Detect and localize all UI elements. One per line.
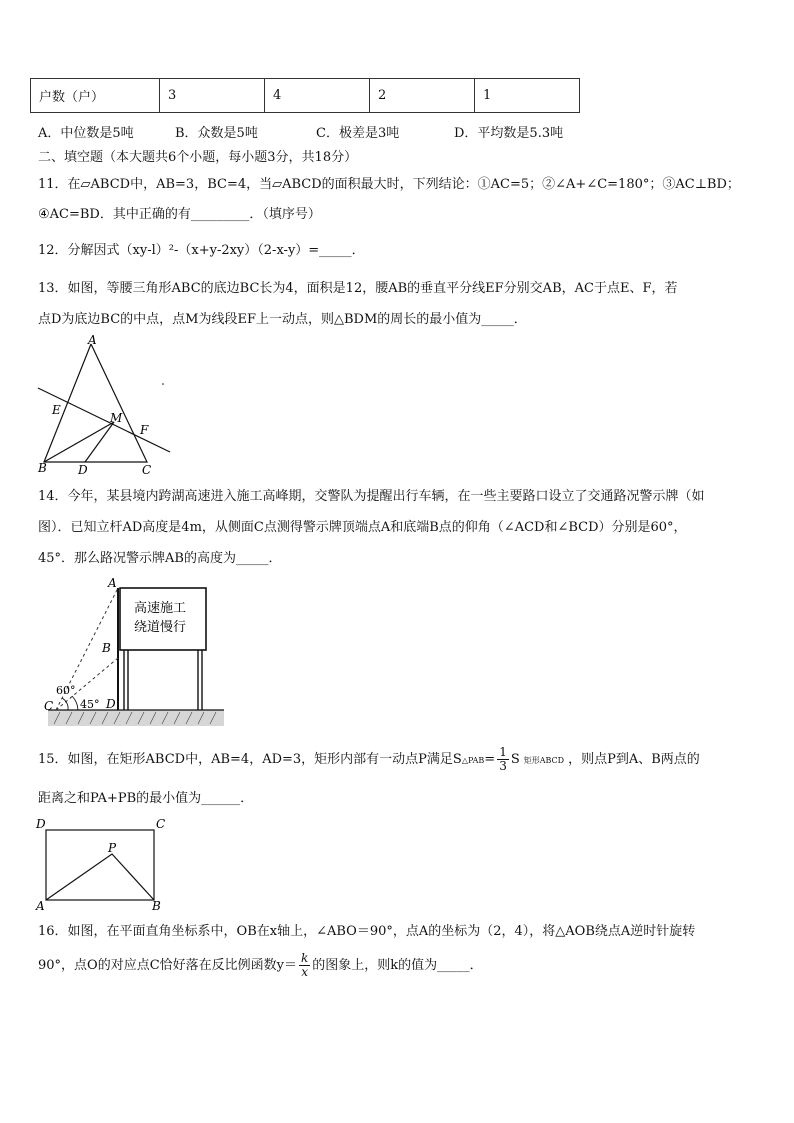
q12-text: 12．分解因式（xy-l）²-（x+y-2xy）（2-x-y）=_____． xyxy=(38,243,365,258)
option-b: B．众数是5吨 xyxy=(175,126,258,141)
table-row xyxy=(31,79,580,113)
segment-bm xyxy=(44,422,114,462)
figure-14-sign xyxy=(34,574,228,730)
label-b: B xyxy=(152,899,161,912)
rectangle-abcd xyxy=(46,830,154,900)
q15-sub-rect: 矩形ABCD xyxy=(523,756,565,765)
label-d: D xyxy=(36,817,46,831)
label-e: E xyxy=(52,403,61,417)
q16-frac-num: k xyxy=(301,951,309,965)
option-a: A．中位数是5吨 xyxy=(38,126,134,141)
q13-line1: 13．如图，等腰三角形ABC的底边BC长为4，面积是12，腰AB的垂直平分线EF分别交AB，AC于点E、F，若 xyxy=(38,281,678,296)
segments-pa-pb xyxy=(46,854,154,900)
figure-13-triangle xyxy=(34,332,174,480)
option-d: D．平均数是5.3吨 xyxy=(454,126,564,141)
q15-line2: 距离之和PA+PB的最小值为______． xyxy=(38,791,254,806)
q16-text-pre: 90°，点O的对应点C恰好落在反比例函数y＝ xyxy=(38,958,297,973)
stray-dot xyxy=(162,383,164,385)
sign-text-line2: 绕道慢行 xyxy=(134,620,187,635)
q15-sub-pab: △PAB xyxy=(461,756,485,765)
sign-board xyxy=(120,588,206,650)
label-p: P xyxy=(108,841,117,855)
q11-line1: 11．在▱ABCD中，AB=3，BC=4，当▱ABCD的面积最大时，下列结论：①AC=5；②∠A+∠C=180°；③AC⊥BD； xyxy=(38,177,740,192)
table-cell: 4 xyxy=(265,79,370,113)
q16-line1: 16．如图，在平面直角坐标系中，OB在x轴上，∠ABO＝90°，点A的坐标为（2，4），将△AOB绕点A逆时针旋转 xyxy=(38,924,696,939)
label-f: F xyxy=(140,423,149,437)
label-a: A xyxy=(36,899,45,912)
table-cell: 3 xyxy=(160,79,265,113)
q14-line1: 14．今年，某县境内跨湖高速进入施工高峰期，交警队为提醒出行车辆，在一些主要路口设立了交通路况警示牌（如 xyxy=(38,489,705,504)
label-m: M xyxy=(110,411,123,425)
label-c: C xyxy=(44,699,54,713)
household-table xyxy=(30,78,580,113)
option-c: C．极差是3吨 xyxy=(316,126,400,141)
table-header-cell: 户数（户） xyxy=(31,79,160,113)
ground xyxy=(48,710,224,726)
q15-line1 xyxy=(38,746,700,774)
q16-fraction xyxy=(299,952,310,979)
q14-line2: 图）．已知立杆AD高度是4m，从侧面C点测得警示牌顶端点A和底端B点的仰角（∠ACD和∠BCD）分别是60°， xyxy=(38,520,687,535)
q15-frac-den: 3 xyxy=(499,759,507,773)
label-a: A xyxy=(108,576,117,590)
q15-s: S xyxy=(510,752,520,767)
q16-line2 xyxy=(38,952,483,980)
table-cell: 1 xyxy=(475,79,580,113)
q15-fraction xyxy=(497,746,509,773)
q13-line2: 点D为底边BC的中点，点M为线段EF上一动点，则△BDM的周长的最小值为_____． xyxy=(38,312,527,327)
q15-frac-num: 1 xyxy=(499,745,507,759)
label-c: C xyxy=(156,817,166,831)
q15-text-post: ，则点P到A、B两点的 xyxy=(568,752,700,767)
q15-text-pre: 15．如图，在矩形ABCD中，AB=4，AD=3，矩形内部有一动点P满足S xyxy=(38,752,462,767)
angle-60-label: 60° xyxy=(56,684,76,697)
figure-15-rectangle xyxy=(34,814,170,912)
q15-eq: = xyxy=(484,752,496,767)
label-c: C xyxy=(142,463,152,477)
q16-text-post: 的图象上，则k的值为_____． xyxy=(312,958,483,973)
label-d: D xyxy=(78,463,88,477)
q11-line2: ④AC=BD．其中正确的有_________．（填序号） xyxy=(38,207,321,222)
label-d: D xyxy=(106,697,116,711)
angle-45-label: 45° xyxy=(80,698,100,711)
label-a: A xyxy=(88,333,97,347)
section-heading: 二、填空题（本大题共6个小题，每小题3分，共18分） xyxy=(38,150,358,165)
label-b: B xyxy=(38,461,47,475)
segment-dm xyxy=(85,422,114,462)
perpendicular-bisector-ef xyxy=(38,388,170,452)
sign-text-line1: 高速施工 xyxy=(134,601,187,616)
q16-frac-den: x xyxy=(301,965,309,979)
q14-line3: 45°．那么路况警示牌AB的高度为_____． xyxy=(38,551,282,566)
table-cell: 2 xyxy=(370,79,475,113)
label-b: B xyxy=(102,641,111,655)
